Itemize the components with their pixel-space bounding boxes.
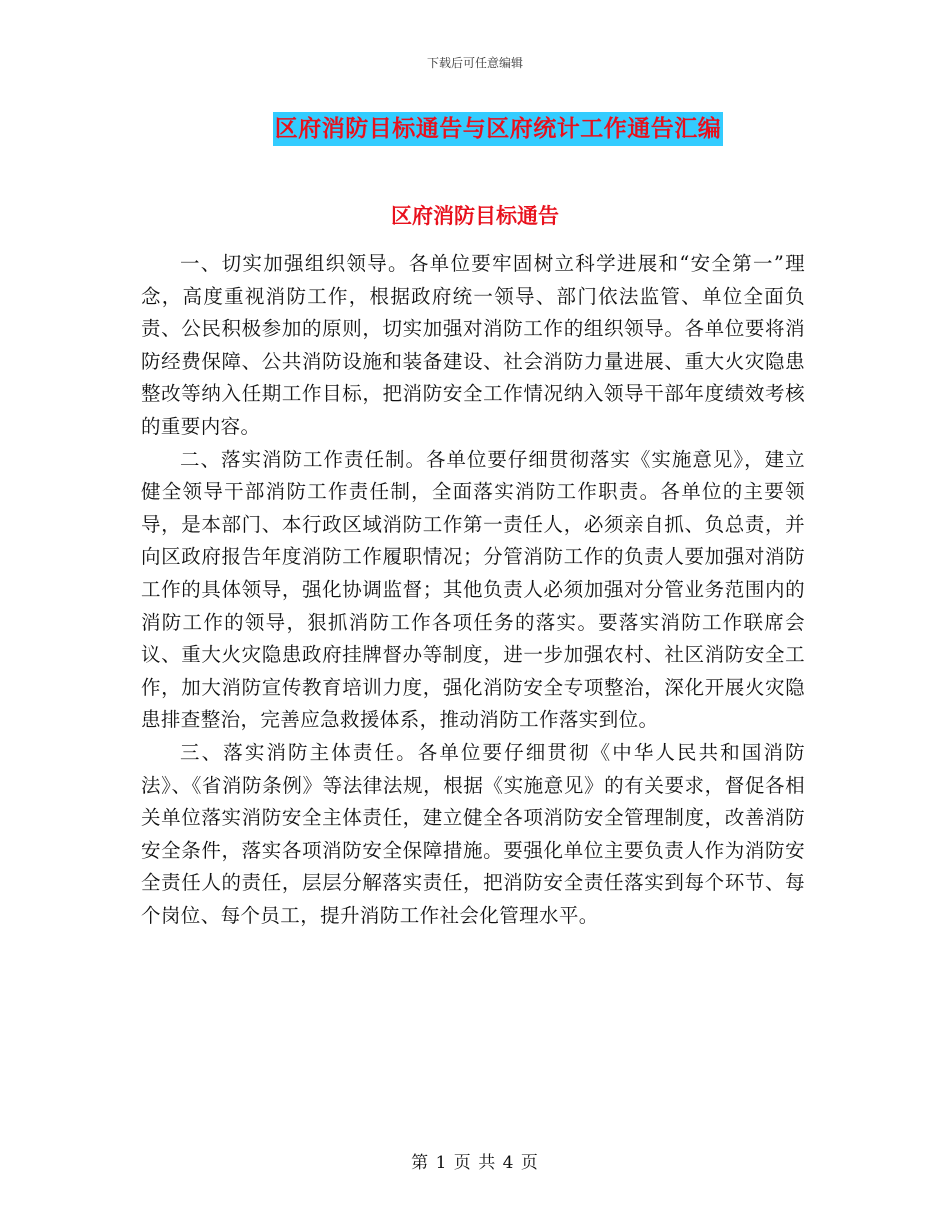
document-body (141, 248, 805, 932)
document-title-container (0, 112, 950, 146)
document-title: 区府消防目标通告与区府统计工作通告汇编 (273, 112, 724, 146)
paragraph-1: 一、切实加强组织领导。各单位要牢固树立科学进展和“安全第一”理念，高度重视消防工作，根据政府统一领导、部门依法监管、单位全面负责、公民积极参加的原则，切实加强对消防工作的组织领导。各单位要将消防经费保障、公共消防设施和装备建设、社会消防力量进展、重大火灾隐患整改等纳入任期工作目标，把消防安全工作情况纳入领导干部年度绩效考核的重要内容。 (141, 252, 805, 438)
page-footer: 第 1 页 共 4 页 (411, 1153, 539, 1173)
paragraph-3: 三、落实消防主体责任。各单位要仔细贯彻《中华人民共和国消防法》、《省消防条例》等法律法规，根据《实施意见》的有关要求，督促各相关单位落实消防安全主体责任，建立健全各项消防安全管理制度，改善消防安全条件，落实各项消防安全保障措施。要强化单位主要负责人作为消防安全责任人的责任，层层分解落实责任，把消防安全责任落实到每个环节、每个岗位、每个员工，提升消防工作社会化管理水平。 (141, 740, 805, 927)
paragraph-2: 二、落实消防工作责任制。各单位要仔细贯彻落实《实施意见》，建立健全领导干部消防工作责任制，全面落实消防工作职责。各单位的主要领导，是本部门、本行政区域消防工作第一责任人，必须亲自抓、负总责，并向区政府报告年度消防工作履职情况；分管消防工作的负责人要加强对消防工作的具体领导，强化协调监督；其他负责人必须加强对分管业务范围内的消防工作的领导，狠抓消防工作各项任务的落实。要落实消防工作联席会议、重大火灾隐患政府挂牌督办等制度，进一步加强农村、社区消防安全工作，加大消防宣传教育培训力度，强化消防安全专项整治，深化开展火灾隐患排查整治，完善应急救援体系，推动消防工作落实到位。 (141, 447, 805, 732)
section-title: 区府消防目标通告 (391, 203, 559, 228)
header-note: 下载后可任意编辑 (426, 56, 523, 70)
